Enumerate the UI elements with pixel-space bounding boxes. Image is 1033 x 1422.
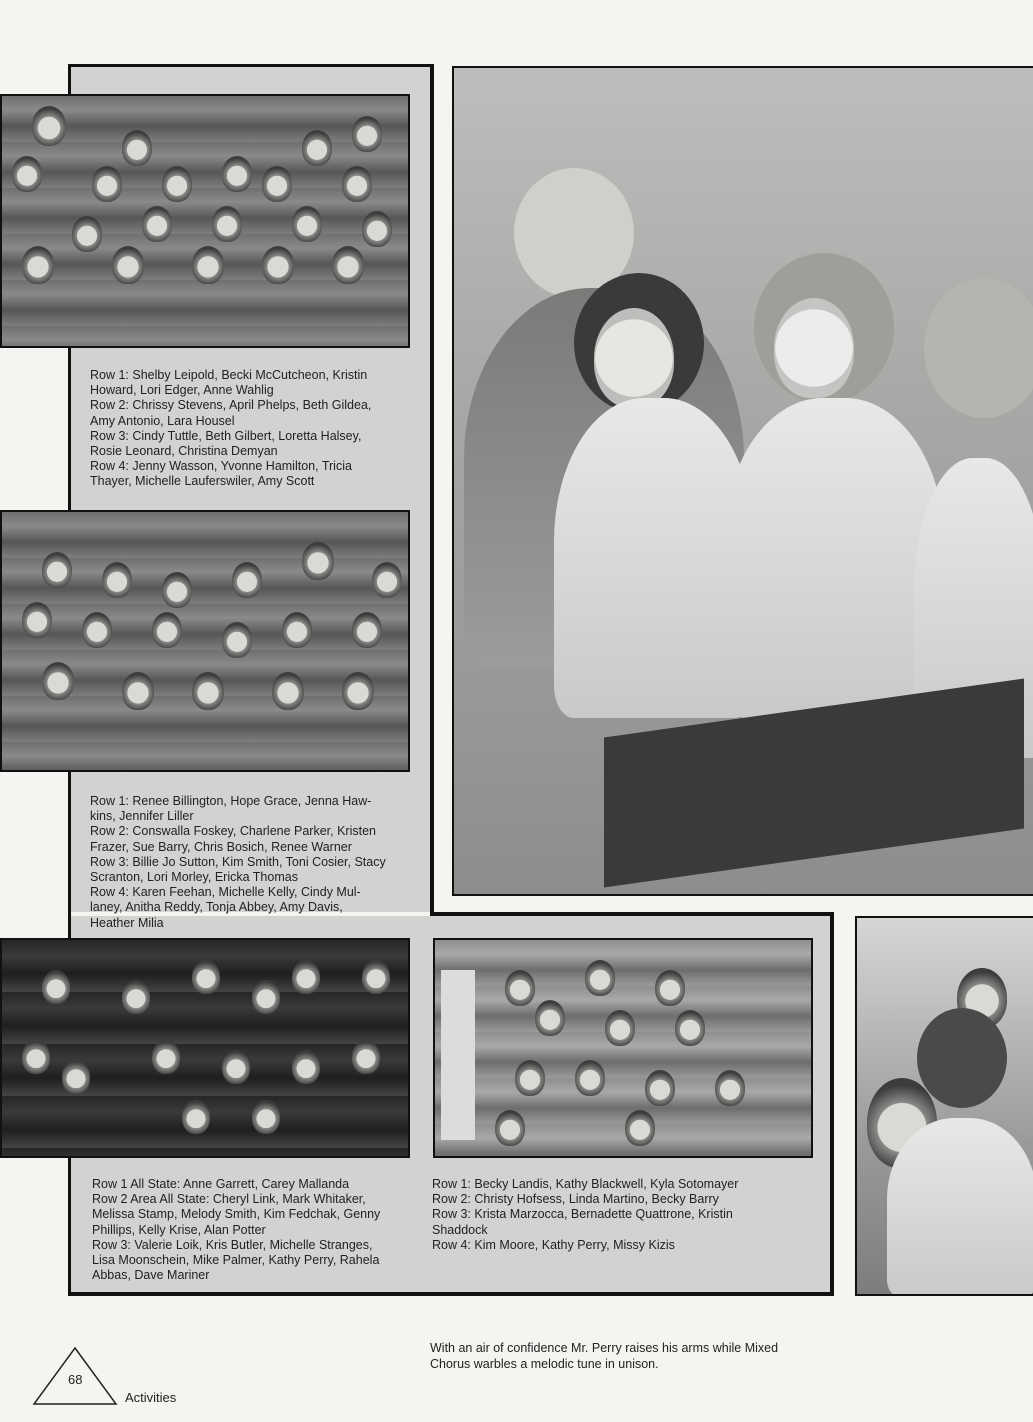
caption-line: With an air of confidence Mr. Perry raises his arms while Mixed xyxy=(430,1341,779,1355)
caption-line: Scranton, Lori Morley, Ericka Thomas xyxy=(90,870,298,885)
chorus-director-photo xyxy=(855,916,1033,1296)
caption-line: Row 2 Area All State: Cheryl Link, Mark Whitaker, xyxy=(92,1192,366,1207)
caption-line: Row 2: Christy Hofsess, Linda Martino, Becky Barry xyxy=(432,1192,719,1207)
caption-group-1 xyxy=(90,368,420,490)
group-photo-3 xyxy=(0,938,410,1158)
caption-line: Frazer, Sue Barry, Chris Bosich, Renee Warner xyxy=(90,839,352,854)
caption-line: Phillips, Kelly Krise, Alan Potter xyxy=(92,1222,266,1237)
main-photo-caption xyxy=(430,1340,850,1372)
caption-line: Row 3: Krista Marzocca, Bernadette Quattrone, Kristin xyxy=(432,1207,733,1222)
caption-line: Amy Antonio, Lara Housel xyxy=(90,413,235,428)
caption-line: Chorus warbles a melodic tune in unison. xyxy=(430,1357,659,1371)
caption-line: Lisa Moonschein, Mike Palmer, Kathy Perry, Rahela xyxy=(92,1253,380,1268)
caption-group-2 xyxy=(90,794,420,931)
caption-line: Row 1: Renee Billington, Hope Grace, Jenna Haw- xyxy=(90,794,372,808)
caption-line: Melissa Stamp, Melody Smith, Kim Fedchak, Genny xyxy=(92,1207,381,1222)
caption-line: Shaddock xyxy=(432,1222,488,1237)
group-photo-1 xyxy=(0,94,410,348)
caption-line: Row 1: Becky Landis, Kathy Blackwell, Kyla Sotomayer xyxy=(432,1177,739,1191)
caption-line: Row 3: Valerie Loik, Kris Butler, Michelle Stranges, xyxy=(92,1237,373,1252)
caption-line: Row 1: Shelby Leipold, Becki McCutcheon, Kristin xyxy=(90,368,368,382)
page-number: 68 xyxy=(68,1372,83,1387)
lower-panel-shadow-bottom xyxy=(68,1292,834,1296)
caption-line: Row 3: Cindy Tuttle, Beth Gilbert, Loretta Halsey, xyxy=(90,428,362,443)
upper-panel-shadow xyxy=(430,64,434,916)
lower-panel-shadow-right xyxy=(830,914,834,1296)
caption-line: Row 2: Conswalla Foskey, Charlene Parker, Kristen xyxy=(90,824,376,839)
caption-line: Row 4: Kim Moore, Kathy Perry, Missy Kizis xyxy=(432,1237,675,1252)
caption-line: kins, Jennifer Liller xyxy=(90,809,194,824)
section-label: Activities xyxy=(125,1390,177,1405)
caption-line: Howard, Lori Edger, Anne Wahlig xyxy=(90,383,274,398)
caption-line: Abbas, Dave Mariner xyxy=(92,1268,210,1283)
caption-line: Row 3: Billie Jo Sutton, Kim Smith, Toni Cosier, Stacy xyxy=(90,854,386,869)
caption-line: Thayer, Michelle Lauferswiler, Amy Scott xyxy=(90,474,315,489)
caption-line: Row 4: Jenny Wasson, Yvonne Hamilton, Tricia xyxy=(90,459,352,474)
caption-line: Heather Milia xyxy=(90,915,164,930)
group-photo-4 xyxy=(433,938,813,1158)
caption-line: laney, Anitha Reddy, Tonja Abbey, Amy Davis, xyxy=(90,900,343,915)
caption-line: Row 2: Chrissy Stevens, April Phelps, Beth Gildea, xyxy=(90,398,372,413)
caption-line: Row 4: Karen Feehan, Michelle Kelly, Cindy Mul- xyxy=(90,885,361,900)
chorus-singing-photo xyxy=(452,66,1033,896)
caption-line: Rosie Leonard, Christina Demyan xyxy=(90,444,278,459)
group-photo-2 xyxy=(0,510,410,772)
caption-group-4 xyxy=(432,1177,822,1253)
caption-line: Row 1 All State: Anne Garrett, Carey Mallanda xyxy=(92,1177,350,1191)
caption-group-3 xyxy=(92,1177,422,1283)
